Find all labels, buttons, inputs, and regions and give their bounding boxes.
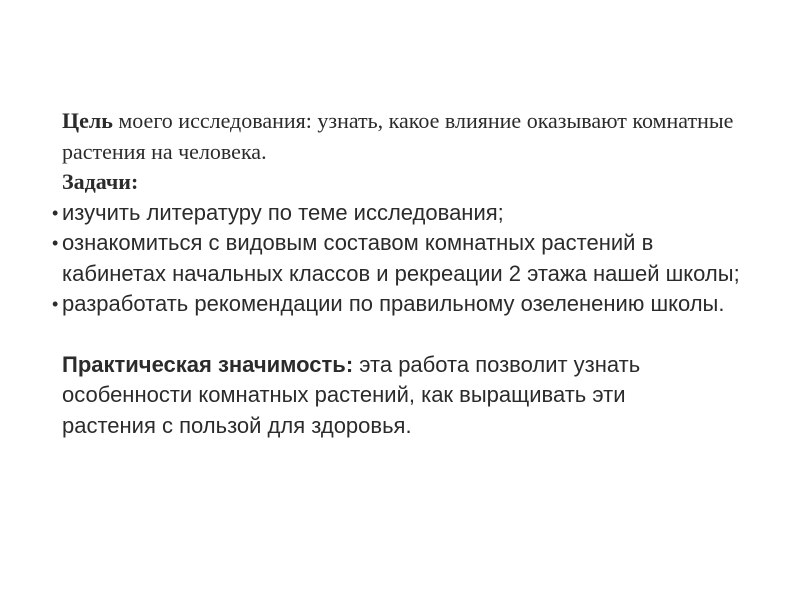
task-text: изучить литературу по теме исследования; <box>62 199 504 225</box>
task-text: разработать рекомендации по правильному озеленению школы. <box>62 291 725 316</box>
tasks-heading: Задачи: <box>62 169 139 194</box>
task-item <box>52 198 752 229</box>
task-item <box>52 228 752 289</box>
bullet-icon: • <box>52 294 59 314</box>
bullet-icon: • <box>52 233 59 253</box>
section-spacer <box>62 320 752 350</box>
practical-text: эта работа позволит узнать особенности комнатных растений, как выращивать эти растения с пользой для здоровья. <box>62 351 641 438</box>
bullet-icon: • <box>52 202 59 223</box>
goal-text: моего исследования: узнать, какое влияние оказывают комнатные растения на человека. <box>62 108 734 164</box>
task-text: ознакомиться с видовым составом комнатных растений в кабинетах начальных классов и рекреации 2 этажа нашей школы; <box>62 230 740 286</box>
tasks-list <box>52 198 752 320</box>
practical-significance <box>62 350 722 442</box>
task-item <box>52 289 752 320</box>
goal-label: Цель <box>62 108 113 133</box>
practical-label: Практическая значимость: <box>62 351 354 377</box>
research-goal <box>62 106 752 167</box>
slide-content <box>52 106 752 441</box>
